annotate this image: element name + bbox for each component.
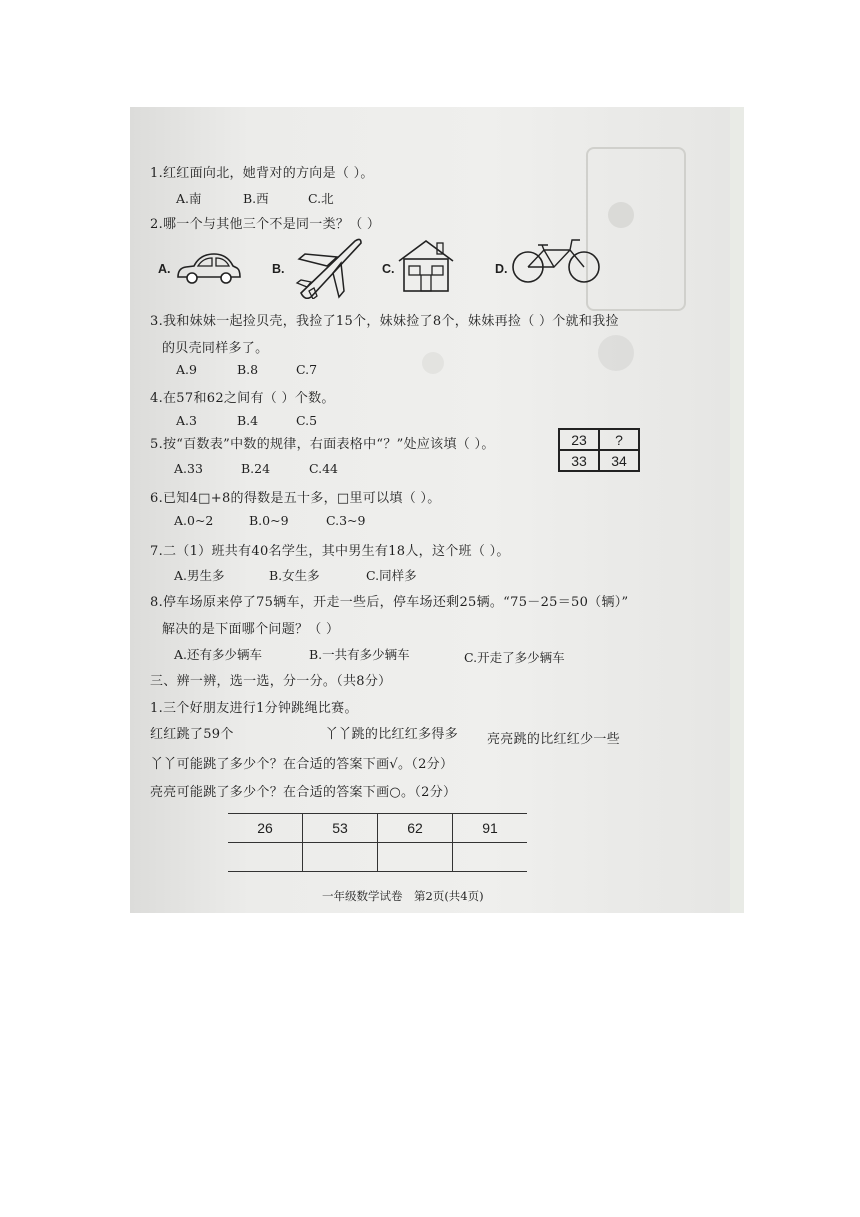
fact-yaya: 丫丫跳的比红红多得多 — [325, 727, 459, 742]
bicycle-icon — [510, 236, 602, 284]
option: D. — [495, 262, 508, 276]
option: A. — [158, 262, 171, 276]
show-through-mark — [422, 352, 444, 374]
question-yaya: 丫丫可能跳了多少个？在合适的答案下画√。（2分） — [150, 757, 454, 772]
option: A.南 — [176, 191, 202, 206]
question-8: 8.停车场原来停了75辆车，开走一些后，停车场还剩25辆。“75－25＝50（辆）” — [150, 595, 629, 610]
hundred-chart-table — [558, 428, 640, 472]
question-8-continued: 解决的是下面哪个问题？（ ） — [162, 622, 340, 637]
question-3-continued: 的贝壳同样多了。 — [162, 341, 269, 356]
option: A.3 — [176, 413, 197, 428]
option: C.开走了多少辆车 — [464, 650, 565, 665]
answer-mark-cell[interactable] — [228, 843, 303, 872]
section-3-question-1: 1.三个好朋友进行1分钟跳绳比赛。 — [150, 701, 358, 716]
question-4: 4.在57和62之间有（ ）个数。 — [150, 391, 335, 406]
background-strip — [730, 107, 744, 913]
section-3-heading: 三、辨一辨，选一选，分一分。（共8分） — [150, 674, 392, 689]
option: C.北 — [308, 191, 334, 206]
question-2: 2.哪一个与其他三个不是同一类？（ ） — [150, 217, 381, 232]
question-3: 3.我和妹妹一起捡贝壳，我捡了15个，妹妹捡了8个，妹妹再捡（ ）个就和我捡 — [150, 314, 619, 329]
option: A.男生多 — [174, 568, 225, 583]
option: B.0~9 — [249, 513, 289, 528]
show-through-mark — [598, 335, 634, 371]
answer-mark-cell[interactable] — [453, 843, 528, 872]
question-liangliang: 亮亮可能跳了多少个？在合适的答案下画○。（2分） — [150, 785, 457, 800]
option: C.7 — [296, 362, 318, 377]
question-1: 1.红红面向北，她背对的方向是（ ）。 — [150, 166, 374, 181]
fact-honghong: 红红跳了59个 — [150, 727, 234, 742]
table-cell: 34 — [599, 450, 639, 471]
option: C.同样多 — [366, 568, 417, 583]
option: A.还有多少辆车 — [174, 647, 263, 662]
option: B.西 — [243, 191, 269, 206]
car-icon — [174, 247, 242, 287]
option: C.44 — [309, 461, 338, 476]
answer-mark-cell[interactable] — [378, 843, 453, 872]
table-cell: 23 — [559, 429, 599, 450]
answer-option: 26 — [228, 814, 303, 843]
option: A.0~2 — [174, 513, 214, 528]
answer-option: 91 — [453, 814, 528, 843]
house-icon — [396, 239, 456, 293]
table-cell: ? — [599, 429, 639, 450]
option: B. — [272, 262, 285, 276]
question-5: 5.按“百数表”中数的规律，右面表格中“？”处应该填（ ）。 — [150, 437, 495, 452]
airplane-icon — [293, 235, 365, 299]
option: B.女生多 — [269, 568, 320, 583]
option: B.24 — [241, 461, 271, 476]
fact-liangliang: 亮亮跳的比红红少一些 — [487, 732, 621, 747]
option: A.9 — [176, 362, 197, 377]
option: A.33 — [174, 461, 203, 476]
answer-table — [228, 813, 527, 872]
exam-photo — [130, 107, 730, 913]
answer-option: 53 — [303, 814, 378, 843]
answer-option: 62 — [378, 814, 453, 843]
table-cell: 33 — [559, 450, 599, 471]
show-through-frame — [586, 147, 686, 311]
option: B.8 — [237, 362, 259, 377]
show-through-mark — [608, 202, 634, 228]
option: C.5 — [296, 413, 318, 428]
option: B.一共有多少辆车 — [309, 647, 410, 662]
option: C. — [382, 262, 395, 276]
answer-mark-cell[interactable] — [303, 843, 378, 872]
question-7: 7.二（1）班共有40名学生，其中男生有18人，这个班（ ）。 — [150, 544, 510, 559]
option: C.3~9 — [326, 513, 366, 528]
question-6: 6.已知4□+8的得数是五十多，□里可以填（ ）。 — [150, 491, 441, 506]
page-footer: 一年级数学试卷 第2页(共4页) — [322, 889, 484, 903]
option: B.4 — [237, 413, 259, 428]
